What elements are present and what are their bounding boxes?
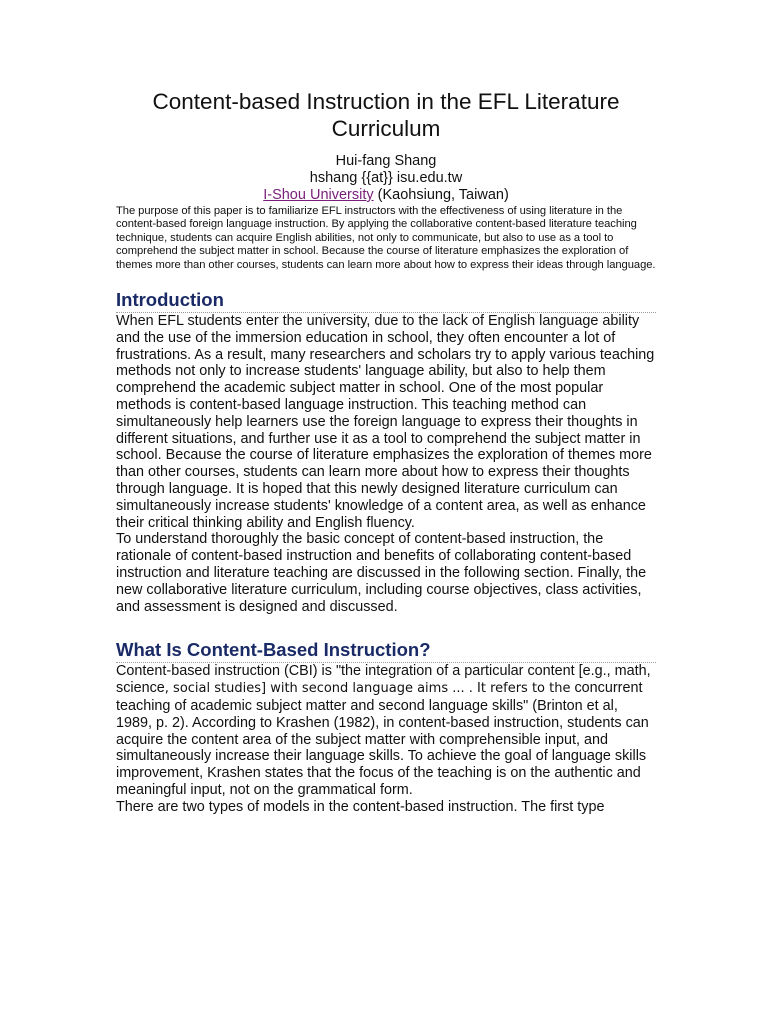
cbi-heading: What Is Content-Based Instruction? [116, 639, 656, 663]
author-name: Hui-fang Shang [335, 153, 437, 169]
introduction-heading: Introduction [116, 289, 656, 313]
cbi-paragraph-2: There are two types of models in the content-based instruction. The first type [116, 798, 605, 815]
cbi-paragraph-1-part-c: concurrent teaching of academic subject matter and second language skills" (Brinton et al, 1989, p. 2). According to Krashen (1982), in content-based instruction, students can acquire the content area of the subject matter with comprehensible input, and simultaneously increase their language skills. To achieve the goal of language skills improvement, Krashen states that the focus of the teaching is on the authentic and meaningful input, not on the grammatical form. [116, 680, 649, 798]
introduction-paragraph-2: To understand thoroughly the basic concept of content-based instruction, the rationale of content-based instruction and benefits of collaborating content-based instruction and literature teaching are discussed in the following section. Finally, the new collaborative literature curriculum, including course objectives, class activities, and assessment is designed and discussed. [116, 531, 647, 615]
cbi-paragraph-1-part-a: Content-based instruction (CBI) is "the integration of a particular content [e.g., math, science [116, 663, 651, 697]
author-email: hshang {{at}} isu.edu.tw [309, 170, 463, 186]
document-page [116, 88, 656, 816]
page-title: Content-based Instruction in the EFL Literature Curriculum [152, 89, 620, 141]
affiliation-link[interactable]: I-Shou University [263, 187, 374, 203]
author-affiliation [116, 187, 656, 204]
affiliation-location: (Kaohsiung, Taiwan) [373, 187, 509, 203]
introduction-paragraph-1: When EFL students enter the university, due to the lack of English language ability and the use of the immersion education in school, they often encounter a lot of frustrations. As a result, many researchers and scholars try to apply various teaching methods not only to increase students' language ability, but also to help them comprehend the academic subject matter in school. One of the most popular methods is content-based language instruction. This teaching method can simultaneously help learners use the foreign language to express their thoughts in different situations, and further use it as a tool to comprehend the subject matter in school. Because the course of literature emphasizes the exploration of themes more than other courses, students can learn more about how to express their thoughts through language. It is hoped that this newly designed literature curriculum can simultaneously increase students' knowledge of a content area, as well as enhance their critical thinking ability and English fluency. [116, 313, 655, 531]
abstract: The purpose of this paper is to familiarize EFL instructors with the effectiveness of using literature in the content-based foreign language instruction. By applying the collaborative content-based literature teaching technique, students can acquire English abilities, not only to communicate, but also to use as a tool to comprehend the subject matter in school. Because the course of literature emphasizes the exploration of themes more than other courses, students can learn more about how to express their ideas through language. [116, 205, 656, 271]
cbi-paragraph-1 [116, 663, 656, 798]
cbi-paragraph-1-part-b: , social studies] with second language aims ... . It refers to the [164, 681, 571, 697]
